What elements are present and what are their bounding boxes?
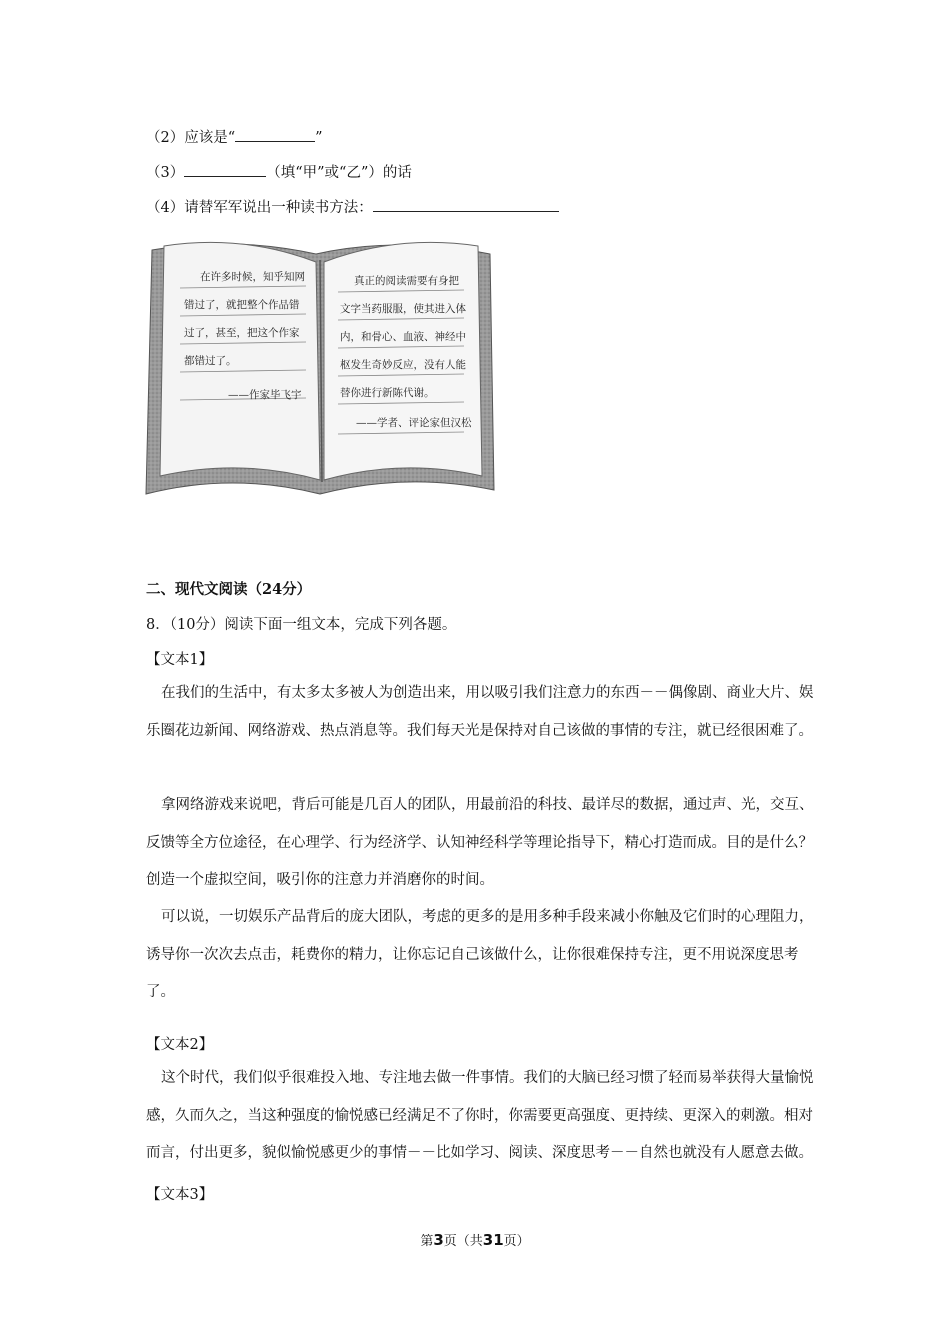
right-page-author: ——学者、评论家但汉松	[356, 417, 472, 429]
answer-blank-3[interactable]	[184, 161, 266, 177]
question-3: （3） （填“甲”或“乙”）的话	[146, 161, 412, 183]
text1-label: 【文本1】	[146, 652, 214, 668]
answer-blank-2[interactable]	[235, 126, 315, 142]
section-heading: 二、现代文阅读（24分）	[146, 581, 312, 598]
text1-paragraph-1: 在我们的生活中，有太多太多被人为创造出来，用以吸引我们注意力的东西－－偶像剧、商业大片、娱乐圈花边新闻、网络游戏、热点消息等。我们每天光是保持对自己该做的事情的专注，就已经很困难了。	[146, 685, 814, 739]
left-page-line: 错过了，就把整个作品错	[184, 299, 300, 311]
left-page-author: ——作家毕飞宇	[228, 389, 302, 401]
current-page-number: 3	[433, 1231, 444, 1249]
answer-blank-4[interactable]	[373, 196, 559, 212]
right-page-line: 替你进行新陈代谢。	[340, 387, 435, 399]
text1-paragraph-3: 可以说，一切娱乐产品背后的庞大团队，考虑的更多的是用多种手段来减小你触及它们时的心理阻力，诱导你一次次去点击，耗费你的精力，让你忘记自己该做什么，让你很难保持专注，更不用说深度思考了。	[146, 909, 814, 1000]
question-8: 8．（10分）阅读下面一组文本，完成下列各题。	[146, 617, 457, 633]
right-page-line: 真正的阅读需要有身把	[354, 275, 459, 287]
total-page-number: 31	[482, 1231, 504, 1249]
left-page-line: 过了，甚至，把这个作家	[184, 327, 300, 339]
question-2: （2）应该是“ ”	[146, 126, 323, 148]
text1-paragraph-2: 拿网络游戏来说吧，背后可能是几百人的团队，用最前沿的科技、最详尽的数据，通过声、光，交互、反馈等全方位途径，在心理学、行为经济学、认知神经科学等理论指导下，精心打造而成。目的是什么？创造一个虚拟空间，吸引你的注意力并消磨你的时间。	[146, 797, 814, 888]
question-4: （4）请替军军说出一种读书方法：	[146, 196, 559, 218]
right-page-line: 文字当药服服，使其进入体	[340, 303, 466, 315]
text2-label: 【文本2】	[146, 1037, 214, 1053]
right-page-line: 内，和骨心、血液、神经中	[340, 331, 466, 343]
open-book-illustration	[144, 232, 496, 498]
text3-label: 【文本3】	[146, 1187, 214, 1203]
left-page-line: 都错过了。	[184, 355, 237, 367]
text2-paragraph-1: 这个时代，我们似乎很难投入地、专注地去做一件事情。我们的大脑已经习惯了轻而易举获得大量愉悦感，久而久之，当这种强度的愉悦感已经满足不了你时，你需要更高强度、更持续、更深入的刺激。相对而言，付出更多，貌似愉悦感更少的事情－－比如学习、阅读、深度思考－－自然也就没有人愿意去做。	[146, 1070, 814, 1161]
page-footer: 第3页（共31页）	[420, 1231, 530, 1249]
right-page-line: 枢发生奇妙反应，没有人能	[340, 359, 466, 371]
left-page-line: 在许多时候，知乎知网	[200, 271, 305, 283]
